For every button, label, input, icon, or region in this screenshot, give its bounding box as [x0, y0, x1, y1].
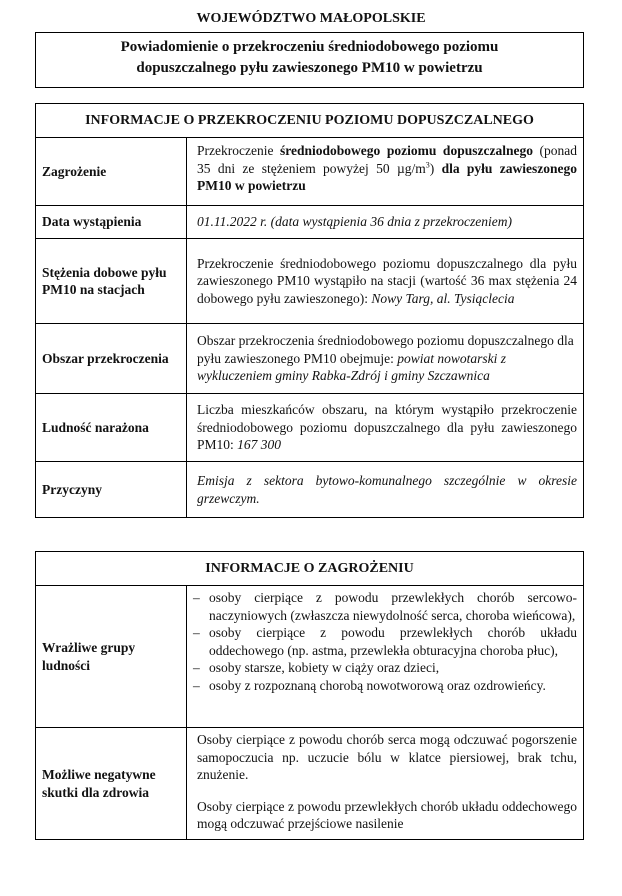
- threat-info-heading: INFORMACJE O ZAGROŻENIU: [36, 552, 584, 586]
- area-value: Obszar przekroczenia średniodobowego poziomu dopuszczalnego dla pyłu zawieszonego PM10 obejmuje: powiat nowotarski z wykluczeniem gminy Rabka-Zdrój i gminy Szczawnica: [187, 324, 584, 394]
- concentrations-value: Przekroczenie średniodobowego poziomu dopuszczalnego dla pyłu zawieszonego PM10 wystąpiło na stacji (wartość 36 max stężenia 24 dobowego pyłu zawieszonego): Nowy Targ, al. Tysiąclecia: [187, 239, 584, 324]
- threat-value: Przekroczenie średniodobowego poziomu dopuszczalnego (ponad 35 dni ze stężeniem powyżej 50 $\mu g/m^3$) dla pyłu zawieszonego PM10 w powietrzu: [187, 138, 584, 206]
- exceedance-table: [35, 103, 584, 518]
- population-label: Ludność narażona: [36, 394, 187, 462]
- list-item: – osoby starsze, kobiety w ciąży oraz dzieci,: [191, 659, 577, 677]
- health-effects-value: [187, 728, 584, 840]
- title-line-1: Powiadomienie o przekroczeniu średniodobowego poziomu: [120, 39, 499, 55]
- effects-paragraph-2: Osoby cierpiące z powodu przewlekłych chorób układu oddechowego mogą odczuwać przejściowe nasilenie: [197, 798, 577, 831]
- station-name: Nowy Targ, al. Tysiąclecia: [371, 290, 515, 306]
- threat-label: Zagrożenie: [36, 138, 187, 206]
- effects-paragraph-1: Osoby cierpiące z powodu chorób serca mogą odczuwać pogorszenie samopoczucia np. uczucie bólu w klatce piersiowej, brak tchu, znużenie.: [197, 732, 577, 782]
- population-count: 167 300: [237, 437, 282, 453]
- health-effects-label: Możliwe negatywne skutki dla zdrowia: [36, 728, 187, 840]
- sensitive-groups-list: [187, 586, 584, 728]
- region-heading: WOJEWÓDZTWO MAŁOPOLSKIE: [196, 11, 426, 26]
- date-value: 01.11.2022 r. (data wystąpienia 36 dnia z przekroczeniem): [187, 206, 584, 239]
- title-line-2: dopuszczalnego pyłu zawieszonego PM10 w powietrzu: [136, 60, 483, 76]
- sensitive-groups-label: Wrażliwe grupy ludności: [36, 586, 187, 728]
- list-item: – osoby cierpiące z powodu przewlekłych chorób sercowo-naczyniowych (zwłaszcza niewydolność serca, choroba wieńcowa),: [191, 589, 577, 624]
- causes-value: Emisja z sektora bytowo-komunalnego szczególnie w okresie grzewczym.: [187, 462, 584, 518]
- exceedance-heading: INFORMACJE O PRZEKROCZENIU POZIOMU DOPUSZCZALNEGO: [36, 104, 584, 138]
- population-value: Liczba mieszkańców obszaru, na którym wystąpiło przekroczenie średniodobowego poziomu dopuszczalnego dla pyłu zawieszonego PM10: 167 300: [187, 394, 584, 462]
- threat-info-table: [35, 551, 584, 840]
- list-item: – osoby cierpiące z powodu przewlekłych chorób układu oddechowego (np. astma, przewlekła obturacyjna choroba płuc),: [191, 624, 577, 659]
- date-label: Data wystąpienia: [36, 206, 187, 239]
- list-item: – osoby z rozpoznaną chorobą nowotworową oraz ozdrowieńcy.: [191, 677, 577, 695]
- causes-label: Przyczyny: [36, 462, 187, 518]
- area-label: Obszar przekroczenia: [36, 324, 187, 394]
- concentrations-label: Stężenia dobowe pyłu PM10 na stacjach: [36, 239, 187, 324]
- notification-title: [35, 32, 584, 88]
